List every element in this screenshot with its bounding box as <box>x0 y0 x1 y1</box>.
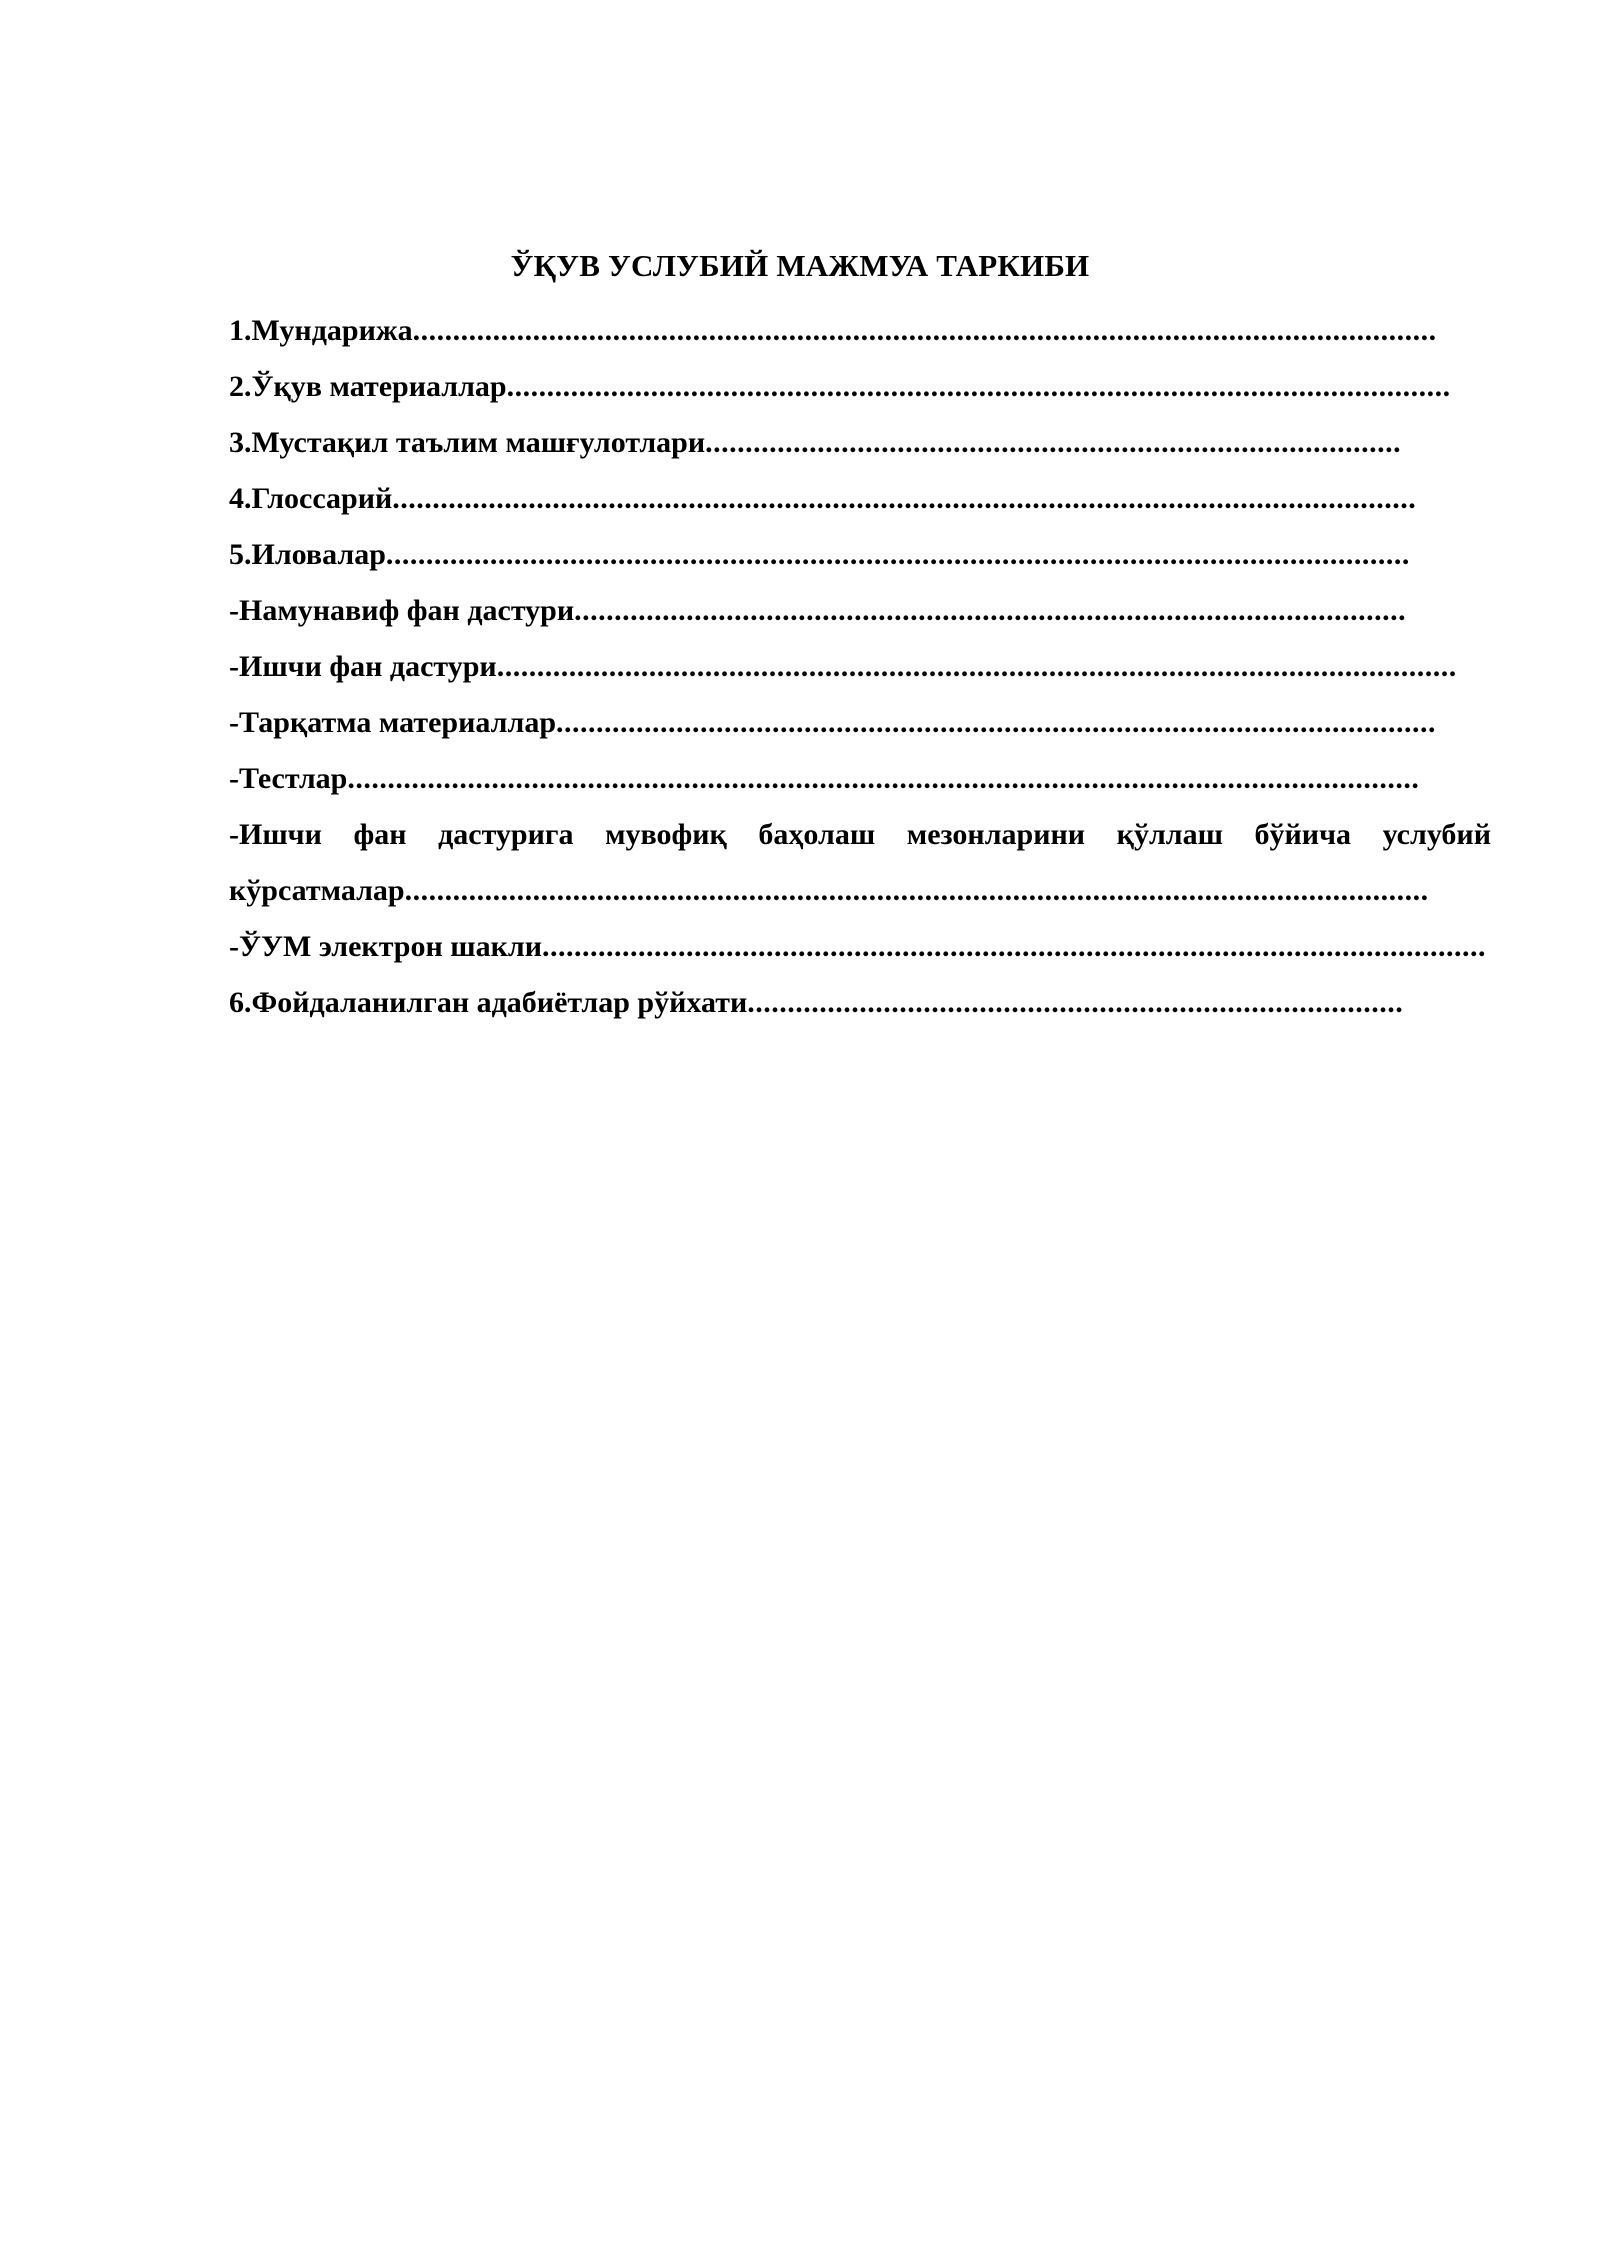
toc-item-references <box>229 975 1491 1031</box>
toc-item-tests <box>229 751 1491 807</box>
toc-item-label: -ЎУМ электрон шакли <box>229 930 542 963</box>
toc-leader-dots: ................................................................................................................................ <box>392 482 1417 515</box>
toc-leader-dots: ................................................................................................................................ <box>412 314 1437 347</box>
toc-item-label: 3.Мустақил таълим машғулотлари <box>229 426 706 459</box>
toc-item-assessment-guidelines-cont <box>229 863 1491 919</box>
toc-leader-dots: ........................................................................................................ <box>574 594 1407 627</box>
toc-item-model-program <box>229 583 1491 639</box>
toc-leader-dots: ...................................................................................................................... <box>506 370 1451 403</box>
toc-item-glossary <box>229 471 1491 527</box>
toc-item-label: 6.Фойдаланилган адабиётлар рўйхати <box>229 986 748 1019</box>
toc-item-label: 2.Ўқув материаллар <box>229 370 507 403</box>
toc-item-appendices <box>229 527 1491 583</box>
toc-item-working-program <box>229 639 1491 695</box>
toc-item-label: -Тестлар <box>229 762 348 795</box>
toc-item-label: -Тарқатма материаллар <box>229 706 556 739</box>
toc-item-assessment-guidelines <box>229 807 1491 863</box>
table-of-contents <box>229 303 1491 1031</box>
toc-item-contents <box>229 303 1491 359</box>
toc-leader-dots: .............................................................................................................. <box>556 706 1436 739</box>
toc-leader-dots: ................................................................................................................................ <box>385 538 1410 571</box>
toc-item-label: -Ишчи фан дастури <box>229 650 497 683</box>
toc-item-study-materials <box>229 359 1491 415</box>
toc-item-label: 4.Глоссарий <box>229 482 393 515</box>
toc-leader-dots: ................................................................................................................................ <box>404 874 1429 907</box>
toc-item-label: кўрсатмалар <box>229 874 405 907</box>
page-title: ЎҚУВ УСЛУБИЙ МАЖМУА ТАРКИБИ <box>510 248 1090 283</box>
toc-leader-dots: ...................................................................................................................................... <box>347 762 1420 795</box>
toc-item-handouts <box>229 695 1491 751</box>
toc-leader-dots: ....................................................................................... <box>705 426 1402 459</box>
toc-item-label: -Намунавиф фан дастури <box>229 594 575 627</box>
toc-item-label: 5.Иловалар <box>229 538 386 571</box>
toc-leader-dots: .................................................................................. <box>747 986 1404 1019</box>
toc-item-label: -Ишчи фан дастурига мувофиқ баҳолаш мезонларини қўллаш бўйича услубий <box>229 818 1491 851</box>
toc-item-independent-study <box>229 415 1491 471</box>
toc-leader-dots: ...................................................................................................................... <box>542 930 1486 963</box>
toc-leader-dots: ........................................................................................................................ <box>496 650 1457 683</box>
toc-item-electronic-form <box>229 919 1491 975</box>
toc-item-label: 1.Мундарижа <box>229 314 413 347</box>
